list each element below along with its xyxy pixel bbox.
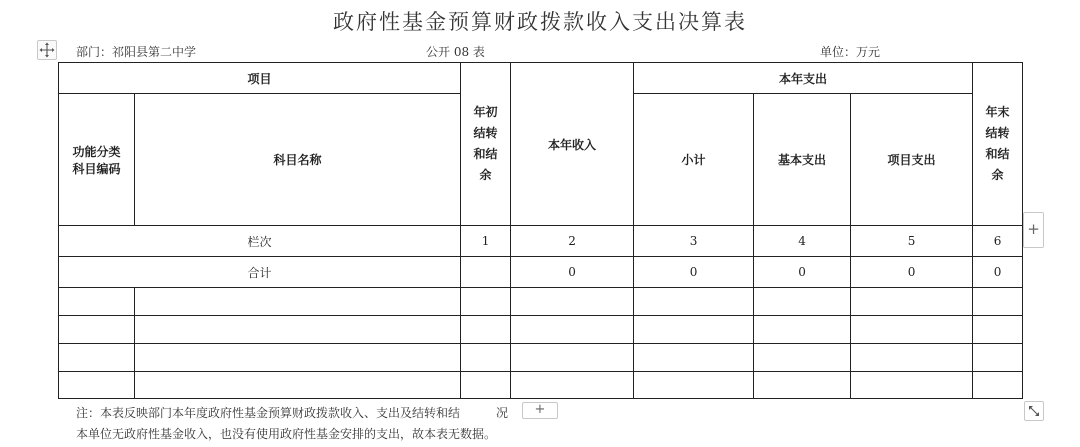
column-index-cell: 6: [973, 226, 1023, 257]
header-end-balance: 年末 结转 和结 余: [973, 63, 1023, 226]
table-row: [59, 288, 1023, 316]
page-title: 政府性基金预算财政拨款收入支出决算表: [333, 10, 747, 34]
table-row: [59, 372, 1023, 399]
total-row: [59, 257, 1023, 288]
column-index-cell: 2: [511, 226, 634, 257]
table-row: [59, 344, 1023, 372]
column-index-label: 栏次: [59, 226, 461, 257]
header-expense-group: 本年支出: [634, 63, 973, 94]
header-project: 项目: [59, 63, 461, 94]
column-index-cell: 5: [851, 226, 973, 257]
move-arrows-icon: [38, 41, 56, 59]
column-index-row: [59, 226, 1023, 257]
fund-table: [58, 62, 1023, 399]
header-basic-expense: 基本支出: [754, 94, 851, 226]
note-line-1: 注：本表反映部门本年度政府性基金预算财政拨款收入、支出及结转和结 况: [76, 406, 509, 420]
total-cell: 0: [511, 257, 634, 288]
total-label: 合计: [59, 257, 461, 288]
total-cell: [461, 257, 511, 288]
total-cell: 0: [754, 257, 851, 288]
column-index-cell: 3: [634, 226, 754, 257]
header-subtotal: 小计: [634, 94, 754, 226]
table-move-handle[interactable]: [37, 40, 57, 60]
department-label: 部门：祁阳县第二中学: [76, 45, 197, 59]
column-index-cell: 4: [754, 226, 851, 257]
header-subject-name: 科目名称: [135, 94, 461, 226]
add-row-button[interactable]: +: [522, 402, 558, 419]
column-index-cell: 1: [461, 226, 511, 257]
total-cell: 0: [851, 257, 973, 288]
header-begin-balance: 年初 结转 和结 余: [461, 63, 511, 226]
total-cell: 0: [634, 257, 754, 288]
unit-label: 单位：万元: [820, 45, 881, 59]
header-func-code: 功能分类 科目编码: [59, 94, 135, 226]
total-cell: 0: [973, 257, 1023, 288]
note-line-2: 本单位无政府性基金收入，也没有使用政府性基金安排的支出，故本表无数据。: [76, 427, 497, 441]
table-resize-handle[interactable]: [1024, 401, 1044, 421]
header-project-expense: 项目支出: [851, 94, 973, 226]
add-column-button[interactable]: +: [1023, 212, 1044, 248]
table-row: [59, 316, 1023, 344]
header-income: 本年收入: [511, 63, 634, 226]
resize-diagonal-icon: [1025, 402, 1043, 420]
form-number: 公开 08 表: [426, 45, 485, 59]
